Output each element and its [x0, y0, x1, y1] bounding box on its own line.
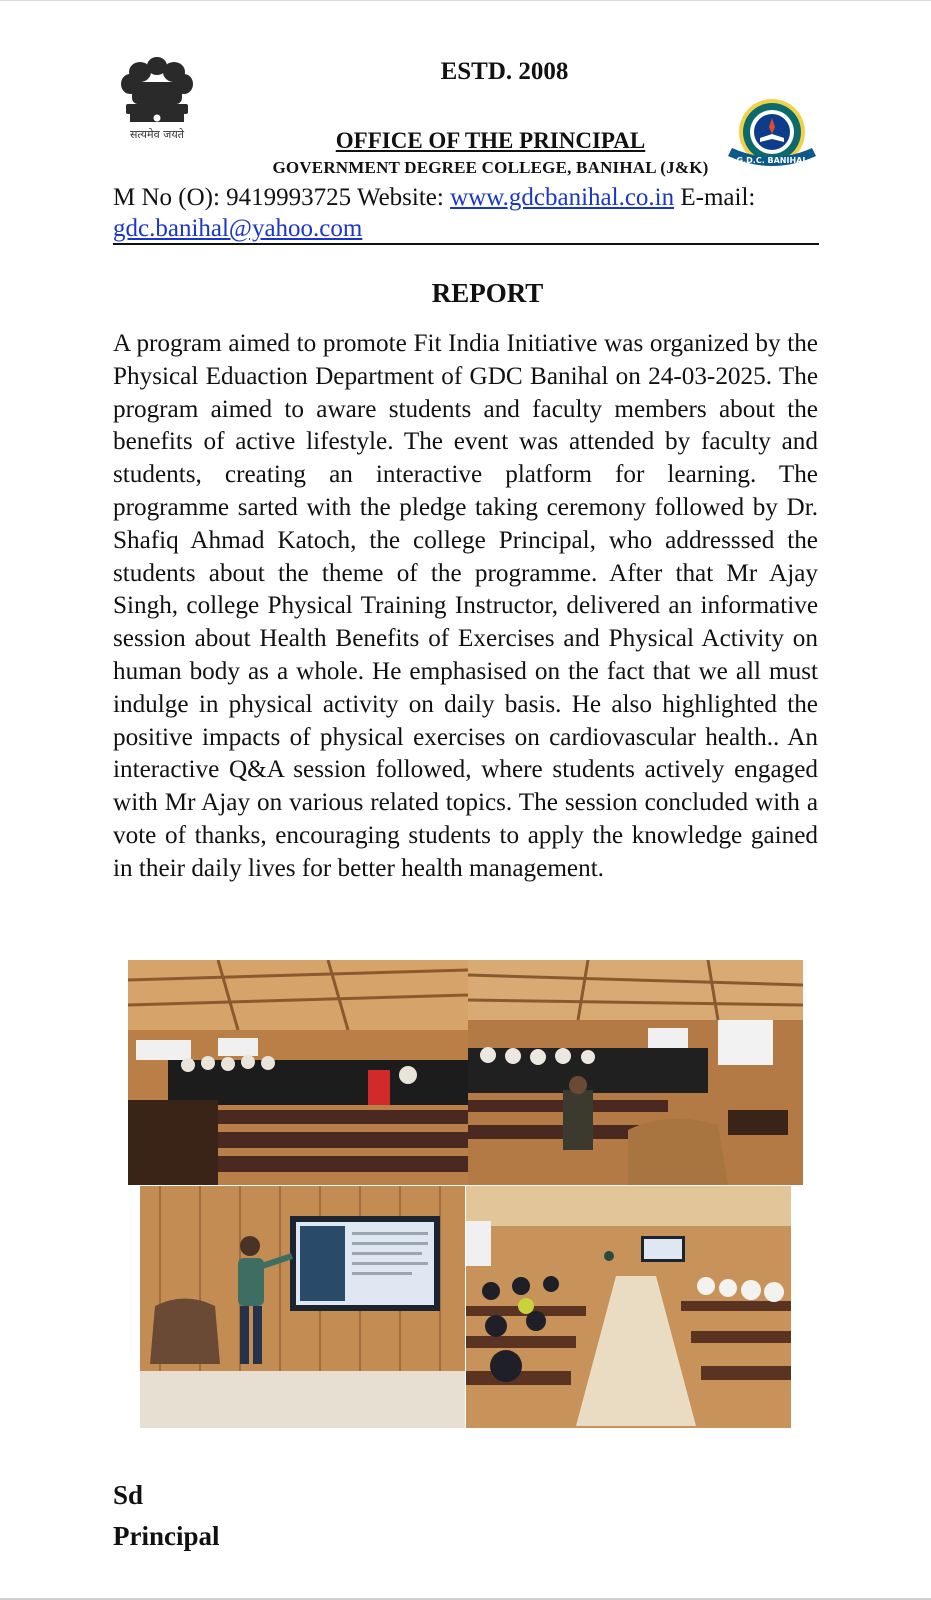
logo-text: G.D.C. BANIHAL	[736, 156, 808, 165]
photo-audience	[468, 960, 803, 1185]
photo-pledge-ceremony	[128, 960, 468, 1185]
photo-classroom-audience	[466, 1186, 791, 1428]
contact-line	[113, 182, 820, 244]
website-link[interactable]: www.gdcbanihal.co.in	[450, 184, 675, 211]
header-divider	[113, 243, 819, 245]
office-title: OFFICE OF THE PRINCIPAL	[335, 128, 646, 153]
email-link[interactable]: gdc.banihal@yahoo.com	[113, 215, 363, 242]
emblem-motto: सत्यमेव जयते	[129, 128, 185, 141]
email-label: E-mail:	[674, 184, 756, 211]
signature-sd: Sd	[113, 1480, 144, 1510]
report-title: REPORT	[431, 278, 544, 308]
contact-phone: M No (O): 9419993725 Website:	[113, 184, 451, 211]
top-border	[0, 0, 931, 1]
report-body: A program aimed to promote Fit India Initiative was organized by the Physical Eduaction Department of GDC Banihal on 24-03-2025. The program aimed to aware students and faculty members about the benefits of active lifestyle. The event was attended by faculty and students, creating an interactive platform for learning. The programme sarted with the pledge taking ceremony followed by Dr. Shafiq Ahmad Katoch, the college Principal, who addresssed the students about the theme of the programme. After that Mr Ajay Singh, college Physical Training Instructor, delivered an informative session about Health Benefits of Exercises and Physical Activity on human body as a whole. He emphasised on the fact that we all must indulge in physical activity on daily basis. He also highlighted the positive impacts of physical exercises on cardiovascular health.. An interactive Q&A session followed, where students actively engaged with Mr Ajay on various related topics. The session concluded with a vote of thanks, encouraging students to apply the knowledge gained in their daily lives for better health management.	[113, 330, 818, 882]
photo-instructor-session	[140, 1186, 465, 1428]
college-name: GOVERNMENT DEGREE COLLEGE, BANIHAL (J&K)	[272, 158, 709, 177]
established-year: ESTD. 2008	[440, 58, 569, 85]
signature-role: Principal	[113, 1521, 220, 1551]
